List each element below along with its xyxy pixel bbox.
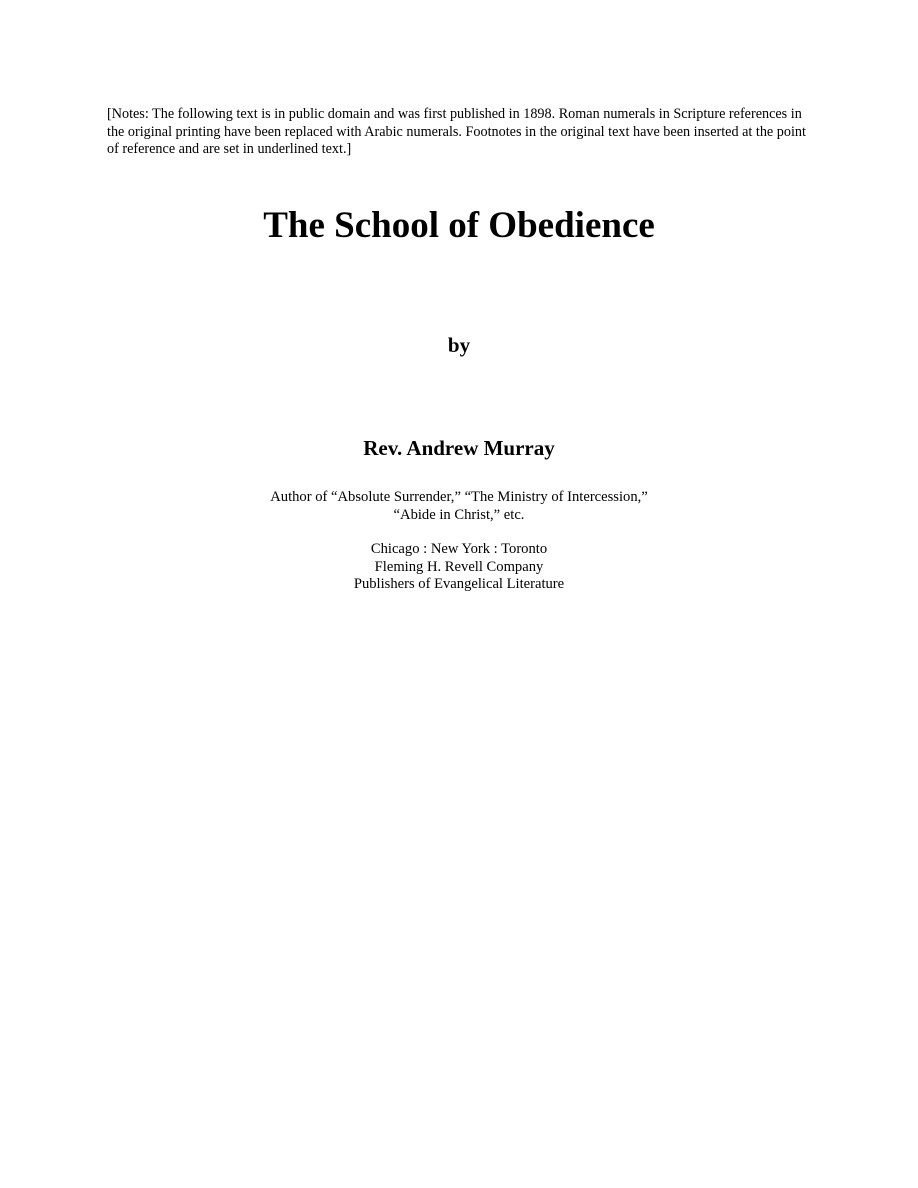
editorial-notes: [Notes: The following text is in public domain and was first published in 1898. Roman numerals in Scripture references in the original printing have been replaced with Arabic numerals. Footnotes in the original text have been inserted at the point of reference and are set in underlined text.] [107,106,806,158]
author-name: Rev. Andrew Murray [363,436,555,460]
other-works-line-1: Author of “Absolute Surrender,” “The Ministry of Intercession,” [270,489,648,505]
publisher-info [0,541,918,594]
other-works [0,489,918,524]
publisher-cities: Chicago : New York : Toronto [370,541,548,557]
publisher-tagline: Publishers of Evangelical Literature [353,576,565,593]
publisher-company: Fleming H. Revell Company [374,558,544,575]
other-works-line-2: “Abide in Christ,” etc. [393,506,525,523]
book-title: The School of Obedience [263,205,655,246]
by-line: by [447,333,471,357]
